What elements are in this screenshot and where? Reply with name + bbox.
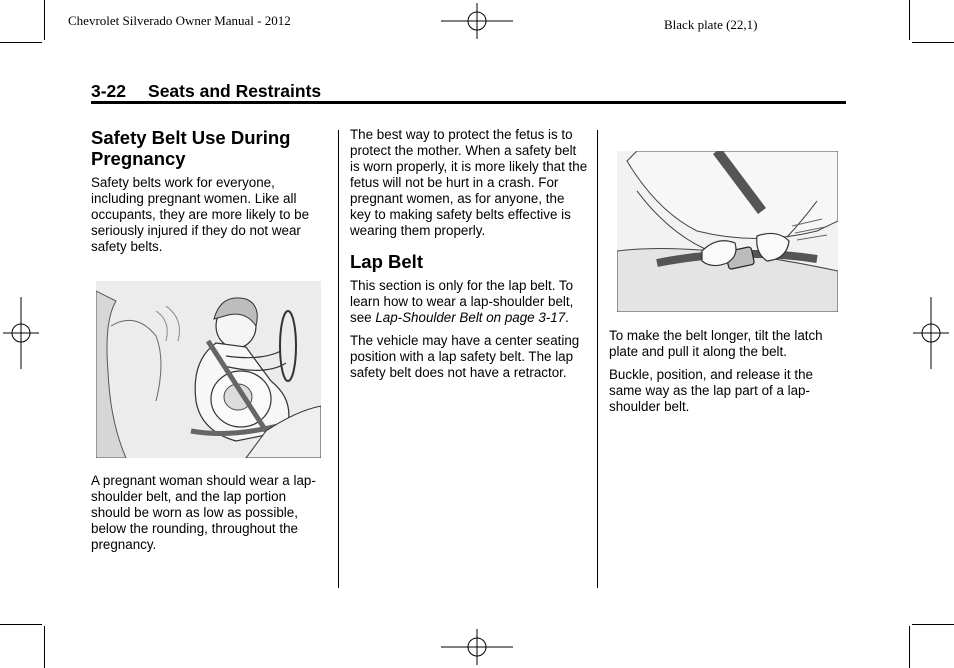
crop-mark bbox=[909, 0, 910, 40]
paragraph: Buckle, position, and release it the same way as the lap part of a lap-shoulder belt. bbox=[609, 367, 813, 414]
heading-pregnancy: Safety Belt Use During Pregnancy bbox=[91, 127, 291, 169]
pregnant-woman-illustration-icon bbox=[96, 281, 321, 458]
paragraph: To make the belt longer, tilt the latch plate and pull it along the belt. bbox=[609, 328, 823, 359]
crop-mark bbox=[912, 624, 954, 625]
section-title: Seats and Restraints bbox=[148, 81, 322, 101]
cross-reference-link[interactable]: Lap-Shoulder Belt on page 3-17 bbox=[375, 310, 566, 325]
section-number: 3-22 bbox=[91, 81, 127, 101]
registration-mark-bottom-icon bbox=[441, 629, 513, 665]
crop-mark bbox=[909, 626, 910, 668]
registration-mark-right-icon bbox=[913, 297, 949, 369]
crop-mark bbox=[44, 0, 45, 40]
header-rule bbox=[91, 101, 846, 104]
figure-caption: A pregnant woman should wear a lap-shoulder belt, and the lap portion should be worn as low as possible, below the rounding, throughout the pregnancy. bbox=[91, 473, 316, 552]
heading-lap-belt: Lap Belt bbox=[350, 251, 423, 272]
column-2 bbox=[350, 127, 588, 381]
crop-mark bbox=[912, 42, 954, 43]
running-header-title: Chevrolet Silverado Owner Manual - 2012 bbox=[68, 13, 291, 28]
column-divider bbox=[597, 130, 598, 588]
lap-belt-latch-illustration-icon bbox=[617, 151, 838, 312]
paragraph: The vehicle may have a center seating position with a lap safety belt. The lap safety belt does not have a retractor. bbox=[350, 333, 580, 380]
crop-mark bbox=[0, 624, 42, 625]
paragraph: The best way to protect the fetus is to protect the mother. When a safety belt is worn properly, it is more likely that the fetus will not be hurt in a crash. For pregnant women, as for anyone, the key to making safety belts effective is wearing them properly. bbox=[350, 127, 588, 238]
paragraph: Safety belts work for everyone, including pregnant women. Like all occupants, they are more likely to be seriously injured if they do not wear safety belts. bbox=[91, 175, 310, 254]
column-1 bbox=[91, 127, 326, 255]
column-divider bbox=[338, 130, 339, 588]
crop-mark bbox=[0, 42, 42, 43]
crop-mark bbox=[44, 626, 45, 668]
paragraph-text: . bbox=[565, 310, 569, 325]
registration-mark-top-icon bbox=[441, 3, 513, 39]
section-header bbox=[91, 81, 321, 102]
paragraph-text: This section is only for the lap belt. To learn how to wear a lap-shoulder belt, see bbox=[350, 278, 574, 325]
paragraph bbox=[350, 278, 588, 326]
figure-pregnant-woman-belt bbox=[96, 281, 321, 458]
figure-lap-belt-latch bbox=[617, 151, 838, 312]
running-header-plate: Black plate (22,1) bbox=[664, 17, 758, 32]
registration-mark-left-icon bbox=[3, 297, 39, 369]
column-3 bbox=[609, 328, 847, 415]
